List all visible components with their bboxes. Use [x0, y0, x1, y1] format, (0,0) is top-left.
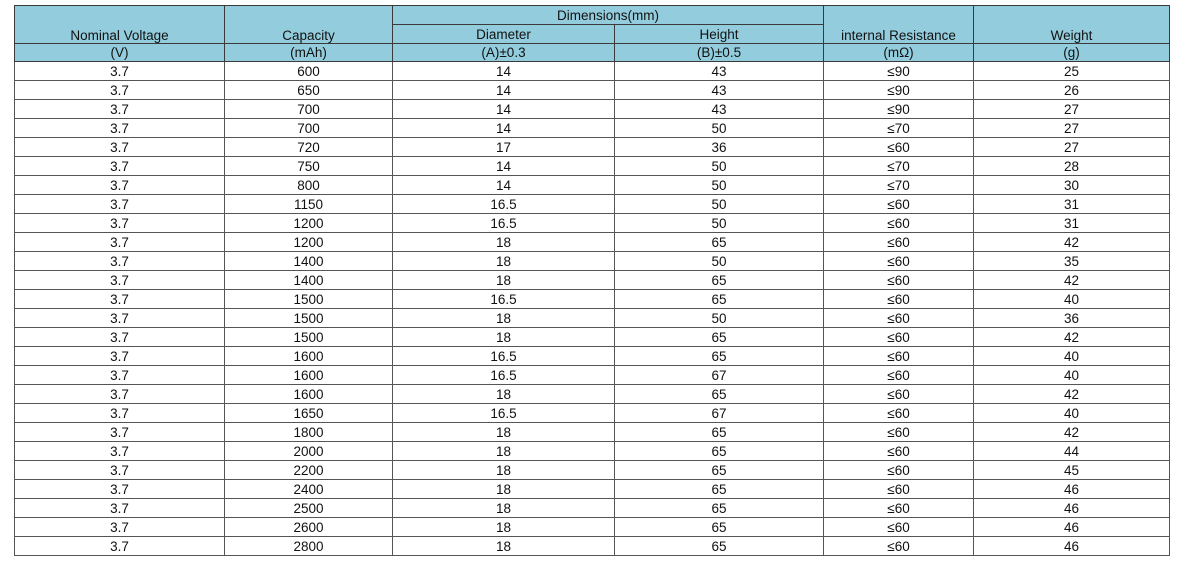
resistance-cell: ≤60 — [824, 461, 974, 480]
diameter-cell: 16.5 — [393, 404, 615, 423]
voltage-cell: 3.7 — [15, 290, 225, 309]
table-row — [15, 328, 1170, 347]
height-cell: 36 — [615, 138, 824, 157]
resistance-cell: ≤60 — [824, 328, 974, 347]
weight-cell: 40 — [974, 347, 1170, 366]
diameter-cell: 14 — [393, 81, 615, 100]
capacity-cell: 1500 — [225, 290, 393, 309]
height-cell: 65 — [615, 480, 824, 499]
weight-cell: 46 — [974, 499, 1170, 518]
voltage-cell: 3.7 — [15, 328, 225, 347]
height-cell: 65 — [615, 385, 824, 404]
diameter-cell: 16.5 — [393, 290, 615, 309]
diameter-cell: 18 — [393, 537, 615, 556]
weight-cell: 42 — [974, 271, 1170, 290]
diameter-cell: 14 — [393, 62, 615, 81]
diameter-cell: 18 — [393, 518, 615, 537]
capacity-cell: 1500 — [225, 328, 393, 347]
height-cell: 65 — [615, 442, 824, 461]
diameter-cell: 18 — [393, 423, 615, 442]
capacity-cell: 1600 — [225, 385, 393, 404]
header-resistance-unit: (mΩ) — [824, 44, 974, 62]
capacity-cell: 2800 — [225, 537, 393, 556]
weight-cell: 28 — [974, 157, 1170, 176]
diameter-cell: 18 — [393, 328, 615, 347]
capacity-cell: 2200 — [225, 461, 393, 480]
header-height-unit: (B)±0.5 — [615, 44, 824, 62]
diameter-cell: 14 — [393, 157, 615, 176]
height-cell: 50 — [615, 195, 824, 214]
diameter-cell: 16.5 — [393, 366, 615, 385]
table-row — [15, 290, 1170, 309]
capacity-cell: 800 — [225, 176, 393, 195]
table-row — [15, 252, 1170, 271]
capacity-cell: 1600 — [225, 347, 393, 366]
table-row — [15, 347, 1170, 366]
table-row — [15, 442, 1170, 461]
voltage-cell: 3.7 — [15, 271, 225, 290]
capacity-cell: 2000 — [225, 442, 393, 461]
diameter-cell: 18 — [393, 252, 615, 271]
capacity-cell: 1150 — [225, 195, 393, 214]
voltage-cell: 3.7 — [15, 385, 225, 404]
resistance-cell: ≤60 — [824, 366, 974, 385]
weight-cell: 45 — [974, 461, 1170, 480]
capacity-cell: 2500 — [225, 499, 393, 518]
height-cell: 65 — [615, 537, 824, 556]
weight-cell: 42 — [974, 233, 1170, 252]
weight-cell: 31 — [974, 195, 1170, 214]
resistance-cell: ≤60 — [824, 518, 974, 537]
capacity-cell: 720 — [225, 138, 393, 157]
voltage-cell: 3.7 — [15, 347, 225, 366]
height-cell: 50 — [615, 119, 824, 138]
diameter-cell: 18 — [393, 442, 615, 461]
weight-cell: 46 — [974, 518, 1170, 537]
weight-cell: 46 — [974, 480, 1170, 499]
header-weight-unit: (g) — [974, 44, 1170, 62]
table-row — [15, 537, 1170, 556]
diameter-cell: 16.5 — [393, 195, 615, 214]
capacity-cell: 1800 — [225, 423, 393, 442]
voltage-cell: 3.7 — [15, 480, 225, 499]
weight-cell: 36 — [974, 309, 1170, 328]
height-cell: 65 — [615, 328, 824, 347]
voltage-cell: 3.7 — [15, 366, 225, 385]
weight-cell: 40 — [974, 366, 1170, 385]
header-voltage-unit: (V) — [15, 44, 225, 62]
resistance-cell: ≤60 — [824, 138, 974, 157]
table-row — [15, 461, 1170, 480]
table-row — [15, 138, 1170, 157]
header-diameter: Diameter — [393, 25, 615, 44]
height-cell: 65 — [615, 347, 824, 366]
capacity-cell: 1650 — [225, 404, 393, 423]
voltage-cell: 3.7 — [15, 81, 225, 100]
capacity-cell: 1600 — [225, 366, 393, 385]
diameter-cell: 14 — [393, 100, 615, 119]
table-row — [15, 404, 1170, 423]
voltage-cell: 3.7 — [15, 62, 225, 81]
capacity-cell: 2400 — [225, 480, 393, 499]
battery-spec-table — [14, 5, 1170, 556]
header-diameter-unit: (A)±0.3 — [393, 44, 615, 62]
resistance-cell: ≤60 — [824, 195, 974, 214]
capacity-cell: 700 — [225, 119, 393, 138]
height-cell: 67 — [615, 366, 824, 385]
resistance-cell: ≤60 — [824, 423, 974, 442]
table-row — [15, 271, 1170, 290]
table-row — [15, 176, 1170, 195]
diameter-cell: 18 — [393, 461, 615, 480]
weight-cell: 27 — [974, 138, 1170, 157]
resistance-cell: ≤60 — [824, 214, 974, 233]
weight-cell: 40 — [974, 290, 1170, 309]
height-cell: 65 — [615, 271, 824, 290]
weight-cell: 30 — [974, 176, 1170, 195]
table-row — [15, 81, 1170, 100]
diameter-cell: 14 — [393, 119, 615, 138]
weight-cell: 40 — [974, 404, 1170, 423]
resistance-cell: ≤60 — [824, 290, 974, 309]
header-height: Height — [615, 25, 824, 44]
capacity-cell: 1400 — [225, 252, 393, 271]
table-row — [15, 385, 1170, 404]
capacity-cell: 2600 — [225, 518, 393, 537]
voltage-cell: 3.7 — [15, 499, 225, 518]
voltage-cell: 3.7 — [15, 100, 225, 119]
resistance-cell: ≤70 — [824, 157, 974, 176]
weight-cell: 31 — [974, 214, 1170, 233]
capacity-cell: 700 — [225, 100, 393, 119]
table-row — [15, 480, 1170, 499]
resistance-cell: ≤90 — [824, 81, 974, 100]
diameter-cell: 16.5 — [393, 214, 615, 233]
voltage-cell: 3.7 — [15, 518, 225, 537]
height-cell: 43 — [615, 62, 824, 81]
table-row — [15, 119, 1170, 138]
table-row — [15, 233, 1170, 252]
diameter-cell: 18 — [393, 233, 615, 252]
diameter-cell: 14 — [393, 176, 615, 195]
table-body — [15, 62, 1170, 556]
table-row — [15, 366, 1170, 385]
weight-cell: 25 — [974, 62, 1170, 81]
height-cell: 43 — [615, 81, 824, 100]
resistance-cell: ≤60 — [824, 385, 974, 404]
weight-cell: 42 — [974, 385, 1170, 404]
weight-cell: 46 — [974, 537, 1170, 556]
height-cell: 50 — [615, 309, 824, 328]
weight-cell: 27 — [974, 100, 1170, 119]
height-cell: 50 — [615, 176, 824, 195]
height-cell: 50 — [615, 252, 824, 271]
height-cell: 65 — [615, 233, 824, 252]
diameter-cell: 18 — [393, 271, 615, 290]
diameter-cell: 18 — [393, 385, 615, 404]
table-header — [15, 6, 1170, 62]
resistance-cell: ≤60 — [824, 252, 974, 271]
resistance-cell: ≤60 — [824, 499, 974, 518]
diameter-cell: 17 — [393, 138, 615, 157]
capacity-cell: 1200 — [225, 233, 393, 252]
header-capacity: Capacity — [225, 6, 393, 44]
voltage-cell: 3.7 — [15, 195, 225, 214]
capacity-cell: 600 — [225, 62, 393, 81]
voltage-cell: 3.7 — [15, 214, 225, 233]
table-row — [15, 214, 1170, 233]
height-cell: 65 — [615, 518, 824, 537]
height-cell: 67 — [615, 404, 824, 423]
capacity-cell: 1200 — [225, 214, 393, 233]
resistance-cell: ≤60 — [824, 347, 974, 366]
resistance-cell: ≤60 — [824, 537, 974, 556]
resistance-cell: ≤60 — [824, 442, 974, 461]
height-cell: 65 — [615, 290, 824, 309]
table-row — [15, 62, 1170, 81]
resistance-cell: ≤90 — [824, 100, 974, 119]
table-row — [15, 423, 1170, 442]
diameter-cell: 16.5 — [393, 347, 615, 366]
resistance-cell: ≤90 — [824, 62, 974, 81]
capacity-cell: 1400 — [225, 271, 393, 290]
voltage-cell: 3.7 — [15, 442, 225, 461]
height-cell: 65 — [615, 423, 824, 442]
diameter-cell: 18 — [393, 309, 615, 328]
height-cell: 50 — [615, 157, 824, 176]
weight-cell: 44 — [974, 442, 1170, 461]
header-voltage: Nominal Voltage — [15, 6, 225, 44]
diameter-cell: 18 — [393, 480, 615, 499]
voltage-cell: 3.7 — [15, 176, 225, 195]
table-row — [15, 309, 1170, 328]
resistance-cell: ≤70 — [824, 119, 974, 138]
voltage-cell: 3.7 — [15, 119, 225, 138]
voltage-cell: 3.7 — [15, 404, 225, 423]
table-row — [15, 100, 1170, 119]
table-row — [15, 499, 1170, 518]
voltage-cell: 3.7 — [15, 537, 225, 556]
weight-cell: 42 — [974, 423, 1170, 442]
diameter-cell: 18 — [393, 499, 615, 518]
capacity-cell: 750 — [225, 157, 393, 176]
height-cell: 65 — [615, 499, 824, 518]
resistance-cell: ≤60 — [824, 309, 974, 328]
table-row — [15, 157, 1170, 176]
header-weight: Weight — [974, 6, 1170, 44]
capacity-cell: 650 — [225, 81, 393, 100]
height-cell: 65 — [615, 461, 824, 480]
voltage-cell: 3.7 — [15, 252, 225, 271]
weight-cell: 26 — [974, 81, 1170, 100]
voltage-cell: 3.7 — [15, 423, 225, 442]
resistance-cell: ≤60 — [824, 480, 974, 499]
voltage-cell: 3.7 — [15, 157, 225, 176]
height-cell: 50 — [615, 214, 824, 233]
resistance-cell: ≤60 — [824, 271, 974, 290]
header-resistance: internal Resistance — [824, 6, 974, 44]
voltage-cell: 3.7 — [15, 138, 225, 157]
resistance-cell: ≤60 — [824, 233, 974, 252]
resistance-cell: ≤60 — [824, 404, 974, 423]
table-row — [15, 195, 1170, 214]
weight-cell: 27 — [974, 119, 1170, 138]
header-capacity-unit: (mAh) — [225, 44, 393, 62]
voltage-cell: 3.7 — [15, 309, 225, 328]
capacity-cell: 1500 — [225, 309, 393, 328]
height-cell: 43 — [615, 100, 824, 119]
weight-cell: 35 — [974, 252, 1170, 271]
table-row — [15, 518, 1170, 537]
header-dimensions: Dimensions(mm) — [393, 6, 824, 25]
voltage-cell: 3.7 — [15, 233, 225, 252]
voltage-cell: 3.7 — [15, 461, 225, 480]
weight-cell: 42 — [974, 328, 1170, 347]
resistance-cell: ≤70 — [824, 176, 974, 195]
